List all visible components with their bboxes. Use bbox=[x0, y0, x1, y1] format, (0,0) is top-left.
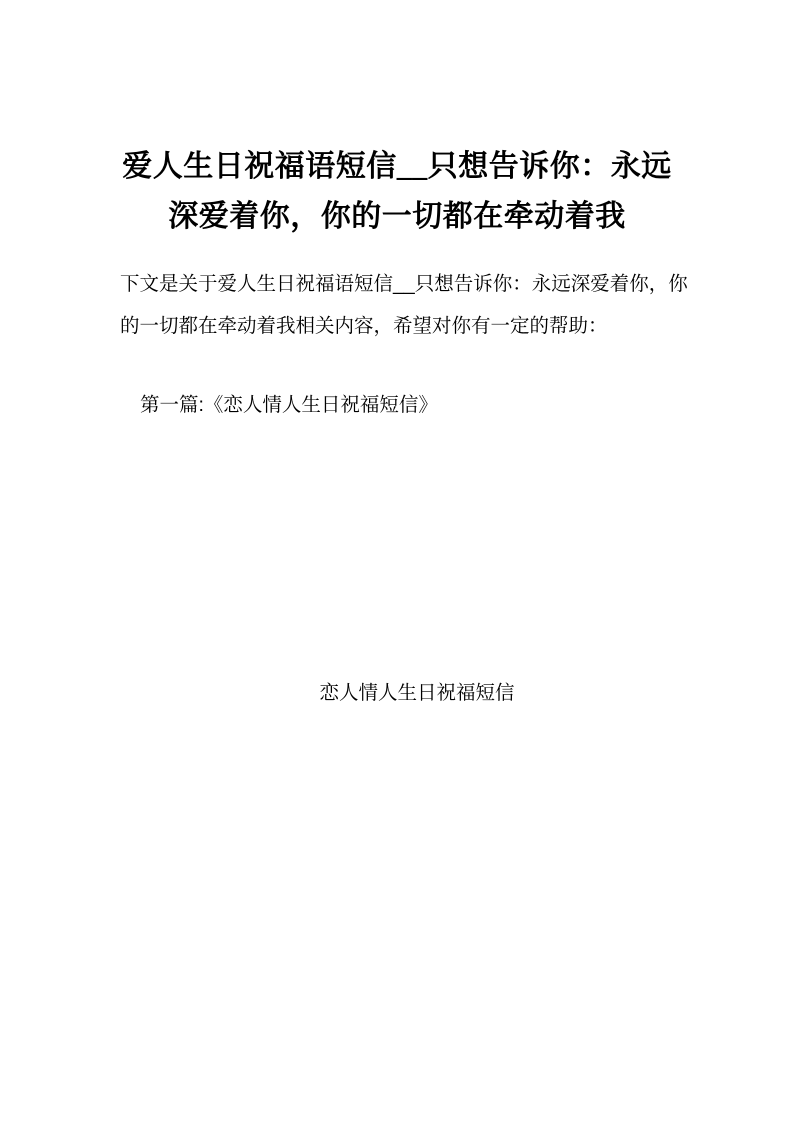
title-line-1: 爱人生日祝福语短信__只想告诉你：永远 bbox=[122, 150, 672, 183]
centered-subtitle: 恋人情人生日祝福短信 bbox=[319, 682, 515, 704]
title-line-2: 深爱着你，你的一切都在牵动着我 bbox=[168, 200, 626, 233]
intro-paragraph bbox=[120, 263, 688, 347]
intro-line-1: 下文是关于爱人生日祝福语短信__只想告诉你：永远深爱着你，你 bbox=[120, 273, 688, 295]
intro-line-2: 的一切都在牵动着我相关内容，希望对你有一定的帮助： bbox=[120, 315, 608, 337]
section-heading: 第一篇:《恋人情人生日祝福短信》 bbox=[140, 394, 438, 416]
document-title bbox=[120, 142, 674, 242]
